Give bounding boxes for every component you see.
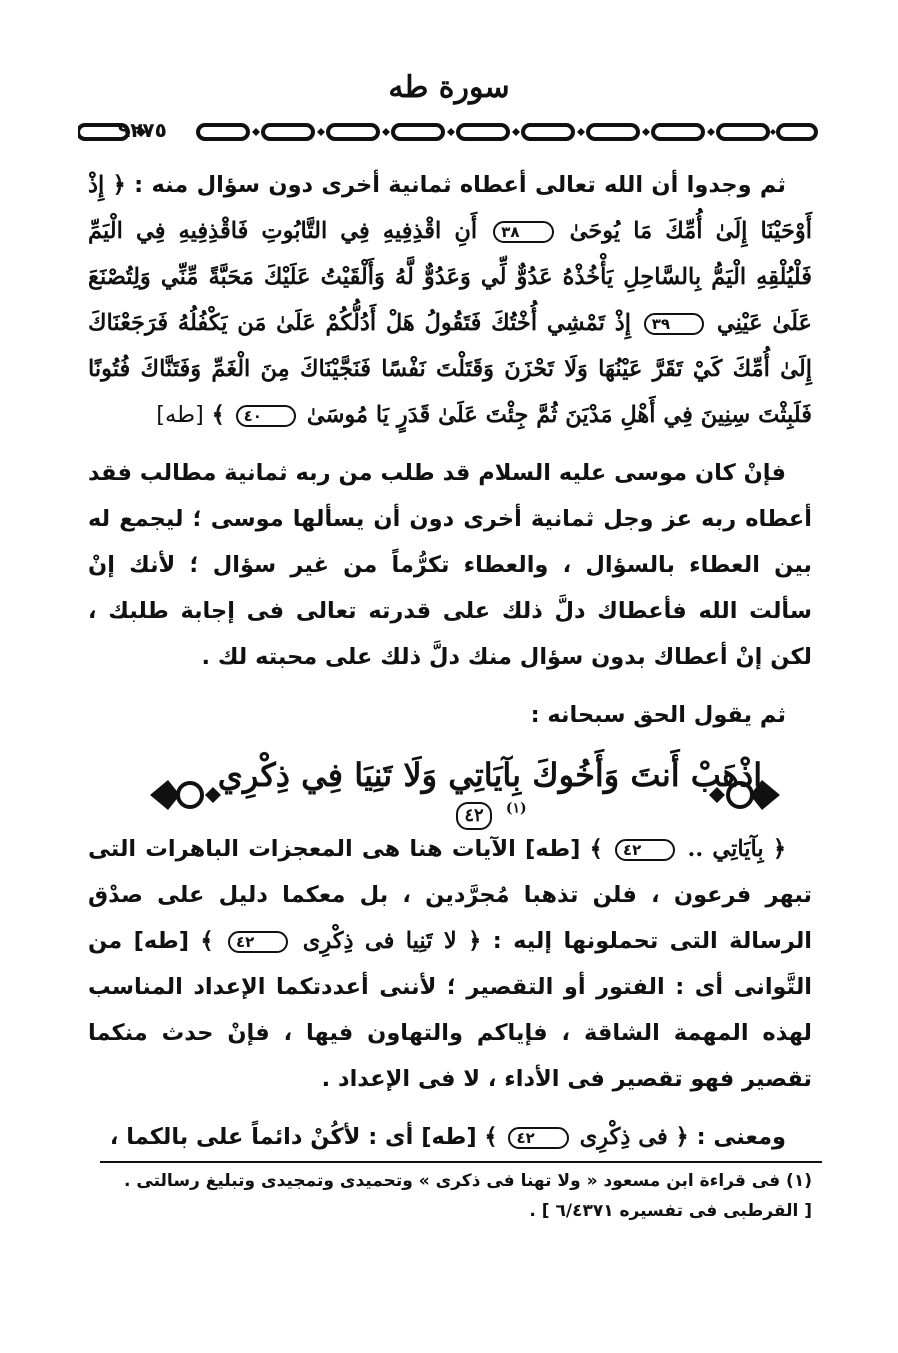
ayah-number-badge: ٤٢ [615,839,675,861]
ayah-number-badge: ٤٢ [508,1127,568,1149]
quran-quote: ﴿ بِآيَاتِي .. [687,836,786,862]
paragraph-5 [88,1114,812,1160]
ayah-number-badge: ٤٠ [236,405,296,427]
surah-reference: [طه] [156,402,204,428]
quote-close: ﴾ [211,402,225,428]
quran-quote: إِذْ تَمْشِي أُخْتُكَ فَتَقُولُ هَلْ أَدُلُّكُمْ عَلَىٰ مَن يَكْفُلُهُ فَرَجَعْنَاكَ إِلَىٰ أُمِّكَ كَيْ تَقَرَّ عَيْنُهَا وَلَا تَحْزَنَ وَقَتَلْتَ نَفْسًا فَنَجَّيْنَاكَ مِنَ الْغَمِّ وَفَتَنَّاكَ فُتُونًا فَلَبِثْتَ سِنِينَ فِي أَهْلِ مَدْيَنَ ثُمَّ جِئْتَ عَلَىٰ قَدَرٍ يَا مُوسَىٰ [88,310,812,428]
footnote-divider [100,1161,822,1163]
main-text [88,162,812,1160]
footnote-mark: (١) [505,800,527,817]
text: ومعنى : [696,1124,786,1150]
ayah-number-badge: ٤٢ [456,802,491,830]
quran-quote: ﴿ إِذْ أَوْحَيْنَا إِلَىٰ أُمِّكَ مَا يُوحَىٰ [88,172,812,244]
text: ﴾ [طه] من التَّوانى أى : الفتور أو التقصير ؛ لأننى أعددتكما الإعداد المناسب لهذه المهمة الشاقة ، فإياكم والتهاون فيها ، فإنْ حدث منكما تقصير فهو تقصير فى الأداء ، لا فى الإعداد . [88,928,812,1092]
header-chain-ornament [78,120,818,144]
surah-title: سورة طه [388,70,510,105]
ayah-number-badge: ٣٩ [644,313,704,335]
paragraph-1 [88,162,812,438]
paragraph-4 [88,826,812,1102]
footnotes [96,1166,812,1226]
text: ﴾ [طه] الآيات هنا هى المعجزات الباهرات التى تبهر فرعون ، فلن تذهبا مُجرَّدين ، بل معكما دليل على صدْق الرسالة التى تحملونها إليه : [88,836,812,954]
text: ثم وجدوا أن الله تعالى أعطاه ثمانية أخرى دون سؤال منه : [134,172,786,198]
footnote-line: (١) فى قراءة ابن مسعود « ولا تهنا فى ذكرى » وتحميدى وتمجيدى وتبليغ رسالتى . [124,1171,812,1191]
ayah-number-badge: ٣٨ [493,221,553,243]
quran-quote: ﴿ لا تَنِيا فى ذِكْرِى [302,928,482,954]
ayah-number-badge: ٤٢ [228,931,288,953]
text: ﴾ [طه] أى : لأكُنْ دائماً على بالكما ، [109,1124,498,1150]
paragraph-3: ثم يقول الحق سبحانه : [530,702,786,728]
quran-quote: ﴿ فى ذِكْرِى [579,1124,689,1150]
quran-quote: أَنِ اقْذِفِيهِ فِي التَّابُوتِ فَاقْذِفِيهِ فِي الْيَمِّ فَلْيُلْقِهِ الْيَمُّ بِالسَّاحِلِ يَأْخُذْهُ عَدُوٌّ لِّي وَعَدُوٌّ لَّهُ وَأَلْقَيْتُ عَلَيْكَ مَحَبَّةً مِّنِّي وَلِتُصْنَعَ عَلَىٰ عَيْنِي [88,218,812,336]
verse-text: اذْهَبْ أَنتَ وَأَخُوكَ بِآيَاتِي وَلَا تَنِيَا فِي ذِكْرِي [217,756,763,794]
paragraph-2: فإنْ كان موسى عليه السلام قد طلب من ربه ثمانية مطالب فقد أعطاه ربه عز وجل ثمانية أخرى دون أن يسألها موسى ؛ ليجمع له بين العطاء بالسؤال ، والعطاء تكرُّماً من غير سؤال ؛ لأنك إنْ سألت الله فأعطاك دلَّ ذلك على قدرته تعالى فى إجابة طلبك ، لكن إنْ أعطاك بدون سؤال منك دلَّ ذلك على محبته لك . [88,460,812,670]
highlighted-verse [210,756,770,832]
page-number: ٩٢٧٥ [118,118,167,142]
footnote-line: [ القرطبى فى تفسيره ٦/٤٣٧١ ] . [529,1201,812,1221]
